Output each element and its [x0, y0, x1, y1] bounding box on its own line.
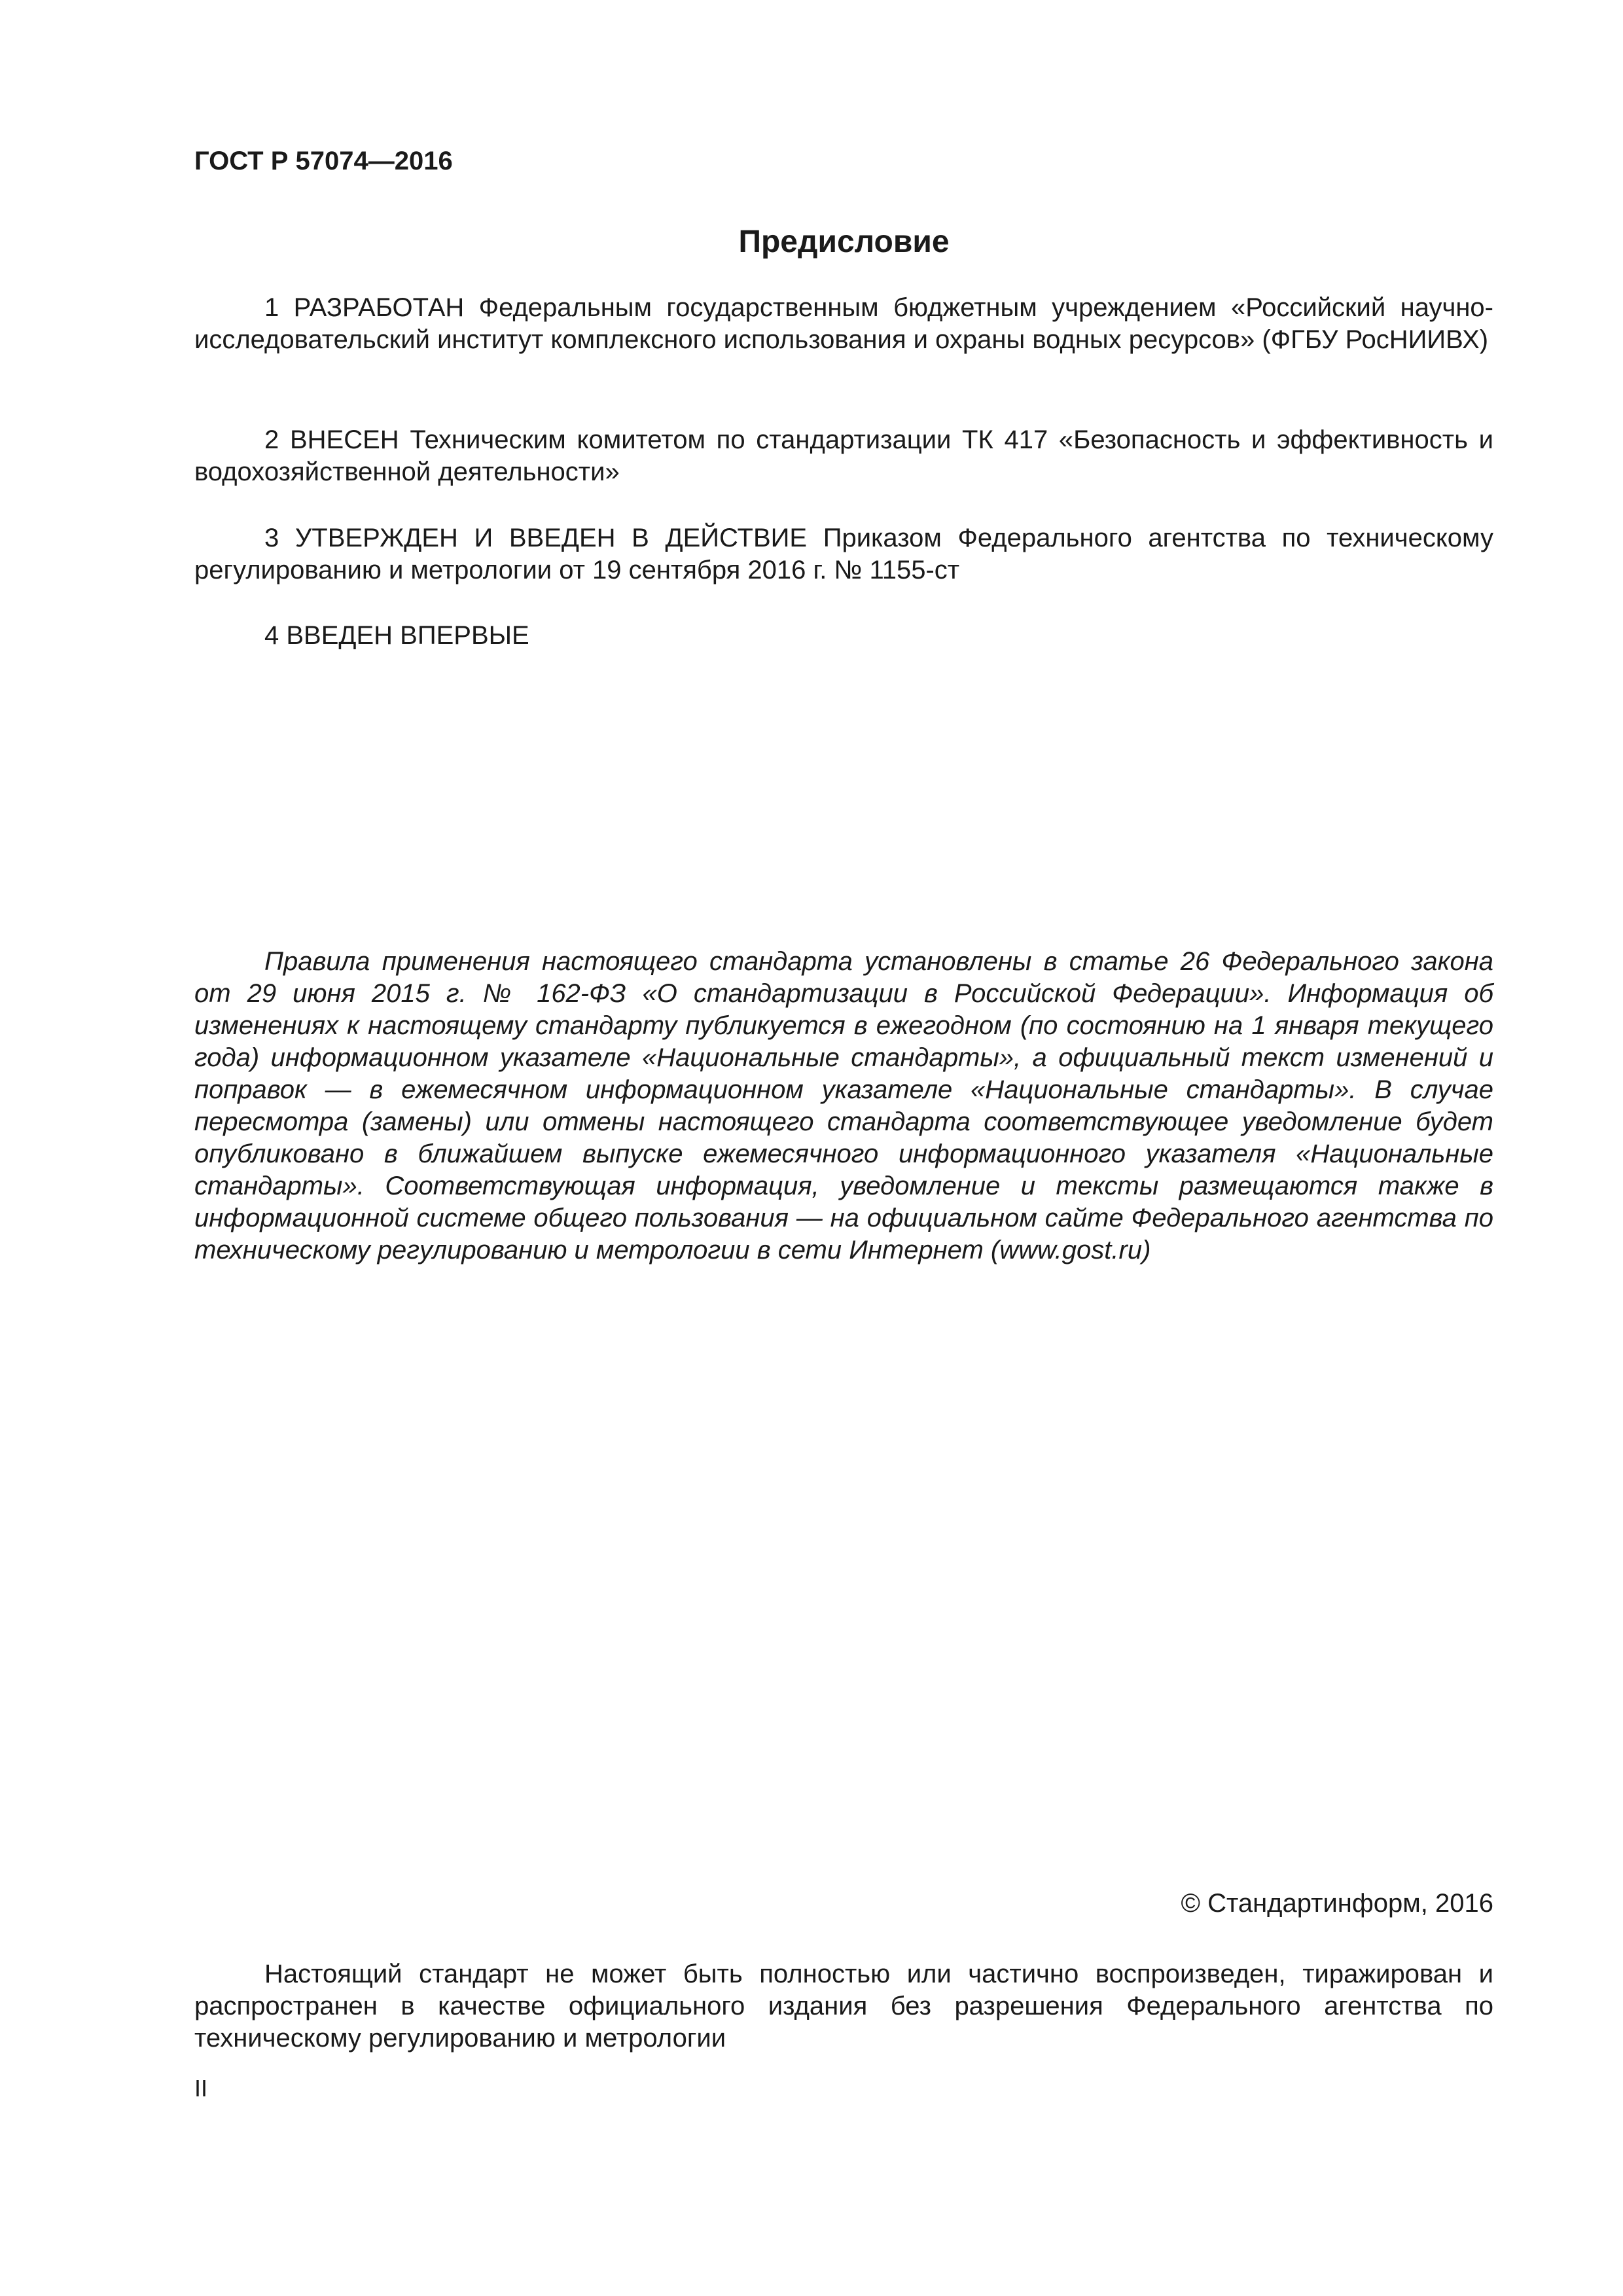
preface-item-first-introduced: 4 ВВЕДЕН ВПЕРВЫЕ [264, 621, 529, 650]
page-number: II [194, 2075, 208, 2102]
document-code: ГОСТ Р 57074—2016 [194, 147, 453, 175]
preface-item-approved: 3 УТВЕРЖДЕН И ВВЕДЕН В ДЕЙСТВИЕ Приказом Федерального агентства по техническому регулированию и метрологии от 19 сентября 2016 г. № 1155-ст [194, 524, 1493, 584]
application-rules-notice: Правила применения настоящего стандарта установлены в статье 26 Федерального закона от 29 июня 2015 г. № 162-ФЗ «О стандартизации в Российской Федерации». Информация об изменениях к настоящему стандарту публикуется в ежегодном (по состоянию на 1 января текущего года) информационном указателе «Национальные стандарты», а официальный текст изменений и поправок — в ежемесячном информационном указателе «Национальные стандарты». В случае пересмотра (замены) или отмены настоящего стандарта соответствующее уведомление будет опубликовано в ближайшем выпуске ежемесячного информационного указателя «Национальные стандарты». Соответствующая информация, уведомление и тексты размещаются также в информационной системе общего пользования — на официальном сайте Федерального агентства по техническому регулированию и метрологии в сети Интернет (www.gost.ru) [194, 947, 1493, 1265]
preface-title: Предисловие [738, 224, 950, 259]
preface-item-developed: 1 РАЗРАБОТАН Федеральным государственным бюджетным учреждением «Российский научно-исследовательский институт комплексного использования и охраны водных ресурсов» (ФГБУ РосНИИВХ) [194, 293, 1493, 354]
copyright-line: © Стандартинформ, 2016 [1181, 1889, 1493, 1918]
reproduction-notice: Настоящий стандарт не может быть полностью или частично воспроизведен, тиражирован и распространен в качестве официального издания без разрешения Федерального агентства по техническому регулированию и метрологии [194, 1960, 1493, 2053]
preface-item-introduced: 2 ВНЕСЕН Техническим комитетом по стандартизации ТК 417 «Безопасность и эффективность и водохозяйственной деятельности» [194, 425, 1493, 486]
